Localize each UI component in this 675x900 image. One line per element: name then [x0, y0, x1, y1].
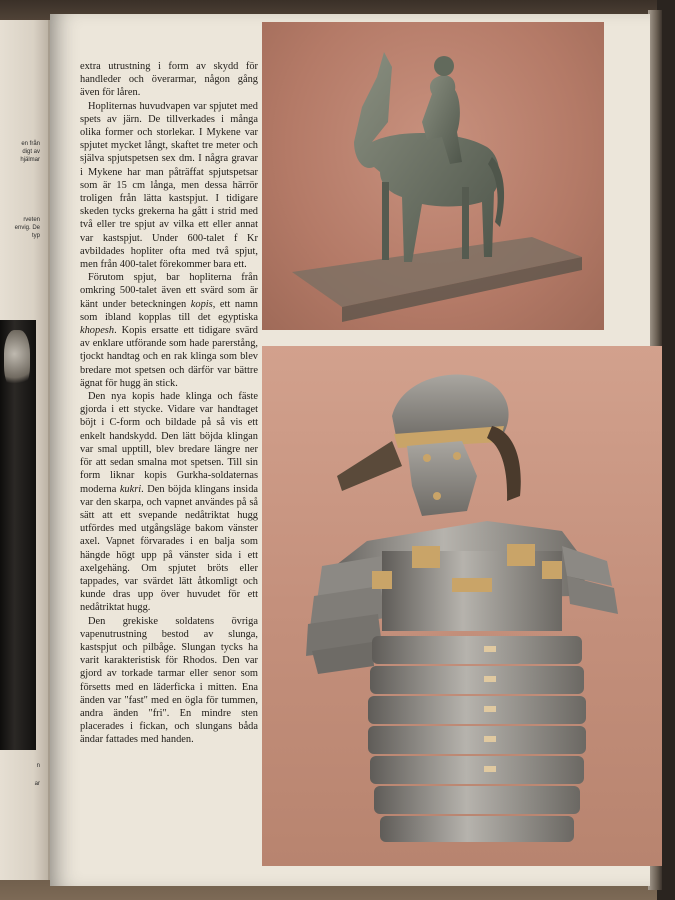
- paragraph: Den nya kopis hade klinga och fäste gjorda i ett stycke. Vidare var handtaget böjt i C-form och bildade på så vis ett enkelt handskydd. Den lätt böjda klingan var smal upptill, blev bredare längre ner för att sedan smalna mot spetsen. Till sin form liknar kopis Gurkha-soldaternas moderna kukri. Den böjda klingans insida var den skarpa, och vapnet användes på så sätt att ett svepande nedåtriktat hugg utfördes med utgångsläge bakom vänster axel. Vapnet förvarades i en balja som hängde högt upp på vänster sida i ett axelgehäng. Om spjutet bröts eller tappades, var svärdet lätt åtkomligt och kunde dras upp över huvudet för ett nedåtriktat hugg.: [80, 391, 258, 614]
- previous-page-text: n: [36, 763, 40, 769]
- previous-page-photo: [0, 320, 36, 750]
- italic-term: khopesh: [80, 325, 115, 337]
- previous-page: [0, 20, 50, 880]
- body-text: [80, 60, 258, 747]
- paragraph: Förutom spjut, bar hopliterna från omkring 500-talet även ett svärd som är känt under beteckningen kopis, ett namn som ibland kopplas till det egyptiska khopesh. Kopis ersatte ett tidigare svärd av enklare utförande som hade parerstång, tjockt handtag och en rak klinga som blev bredare mot spetsen och därför var bättre ägnat för hugg än stick.: [80, 272, 259, 389]
- armour-photo: [262, 346, 662, 866]
- paragraph: Den grekiske soldatens övriga vapenutrustning bestod av slunga, kastspjut och pilbåge. Slungan tycks ha varit karakteristisk för Rhodos. Den var gjord av torkade tarmar eller senor som försetts med en läderficka i mitten. Ena änden var "fast" med en ögla för tummen, andra änden "fri". En mindre sten placerades i fickan, och slungans båda ändar fattades med handen.: [80, 615, 258, 746]
- girth-hoops: [368, 636, 586, 842]
- italic-term: kukri: [119, 483, 142, 495]
- helmet-and-armour-image: [262, 346, 662, 866]
- paragraph: extra utrustning i form av skydd för handleder och överarmar, någon gång även för låren.: [80, 61, 258, 99]
- horse-rider-statuette-image: [262, 22, 604, 330]
- previous-page-text: ar: [34, 781, 40, 787]
- italic-term: kopis: [190, 298, 213, 310]
- statuette-photo: [262, 22, 604, 330]
- previous-page-text: en från digt av hjälmar: [20, 141, 40, 163]
- previous-page-text: rveten envig. De typ: [14, 217, 40, 239]
- paragraph: Hopliternas huvudvapen var spjutet med spets av järn. De tillverkades i många olika former och storlekar. I Mykene var spjutet mycket långt, skaftet tre meter och själva spjutspetsen sex dm. I några gravar i Mykene har man påträffat spjutspetsar som är 15 cm långa, men dessa härrör troligen från lätta kastspjut. I tidigare skeden tycks grekerna ha gått i strid med två eller tre spjut av vilka ett eller annat var kastspjut. Under 600-talet f Kr avbildades hopliter ofta med två spjut, men från 400-talet förekommer bara ett.: [80, 100, 258, 271]
